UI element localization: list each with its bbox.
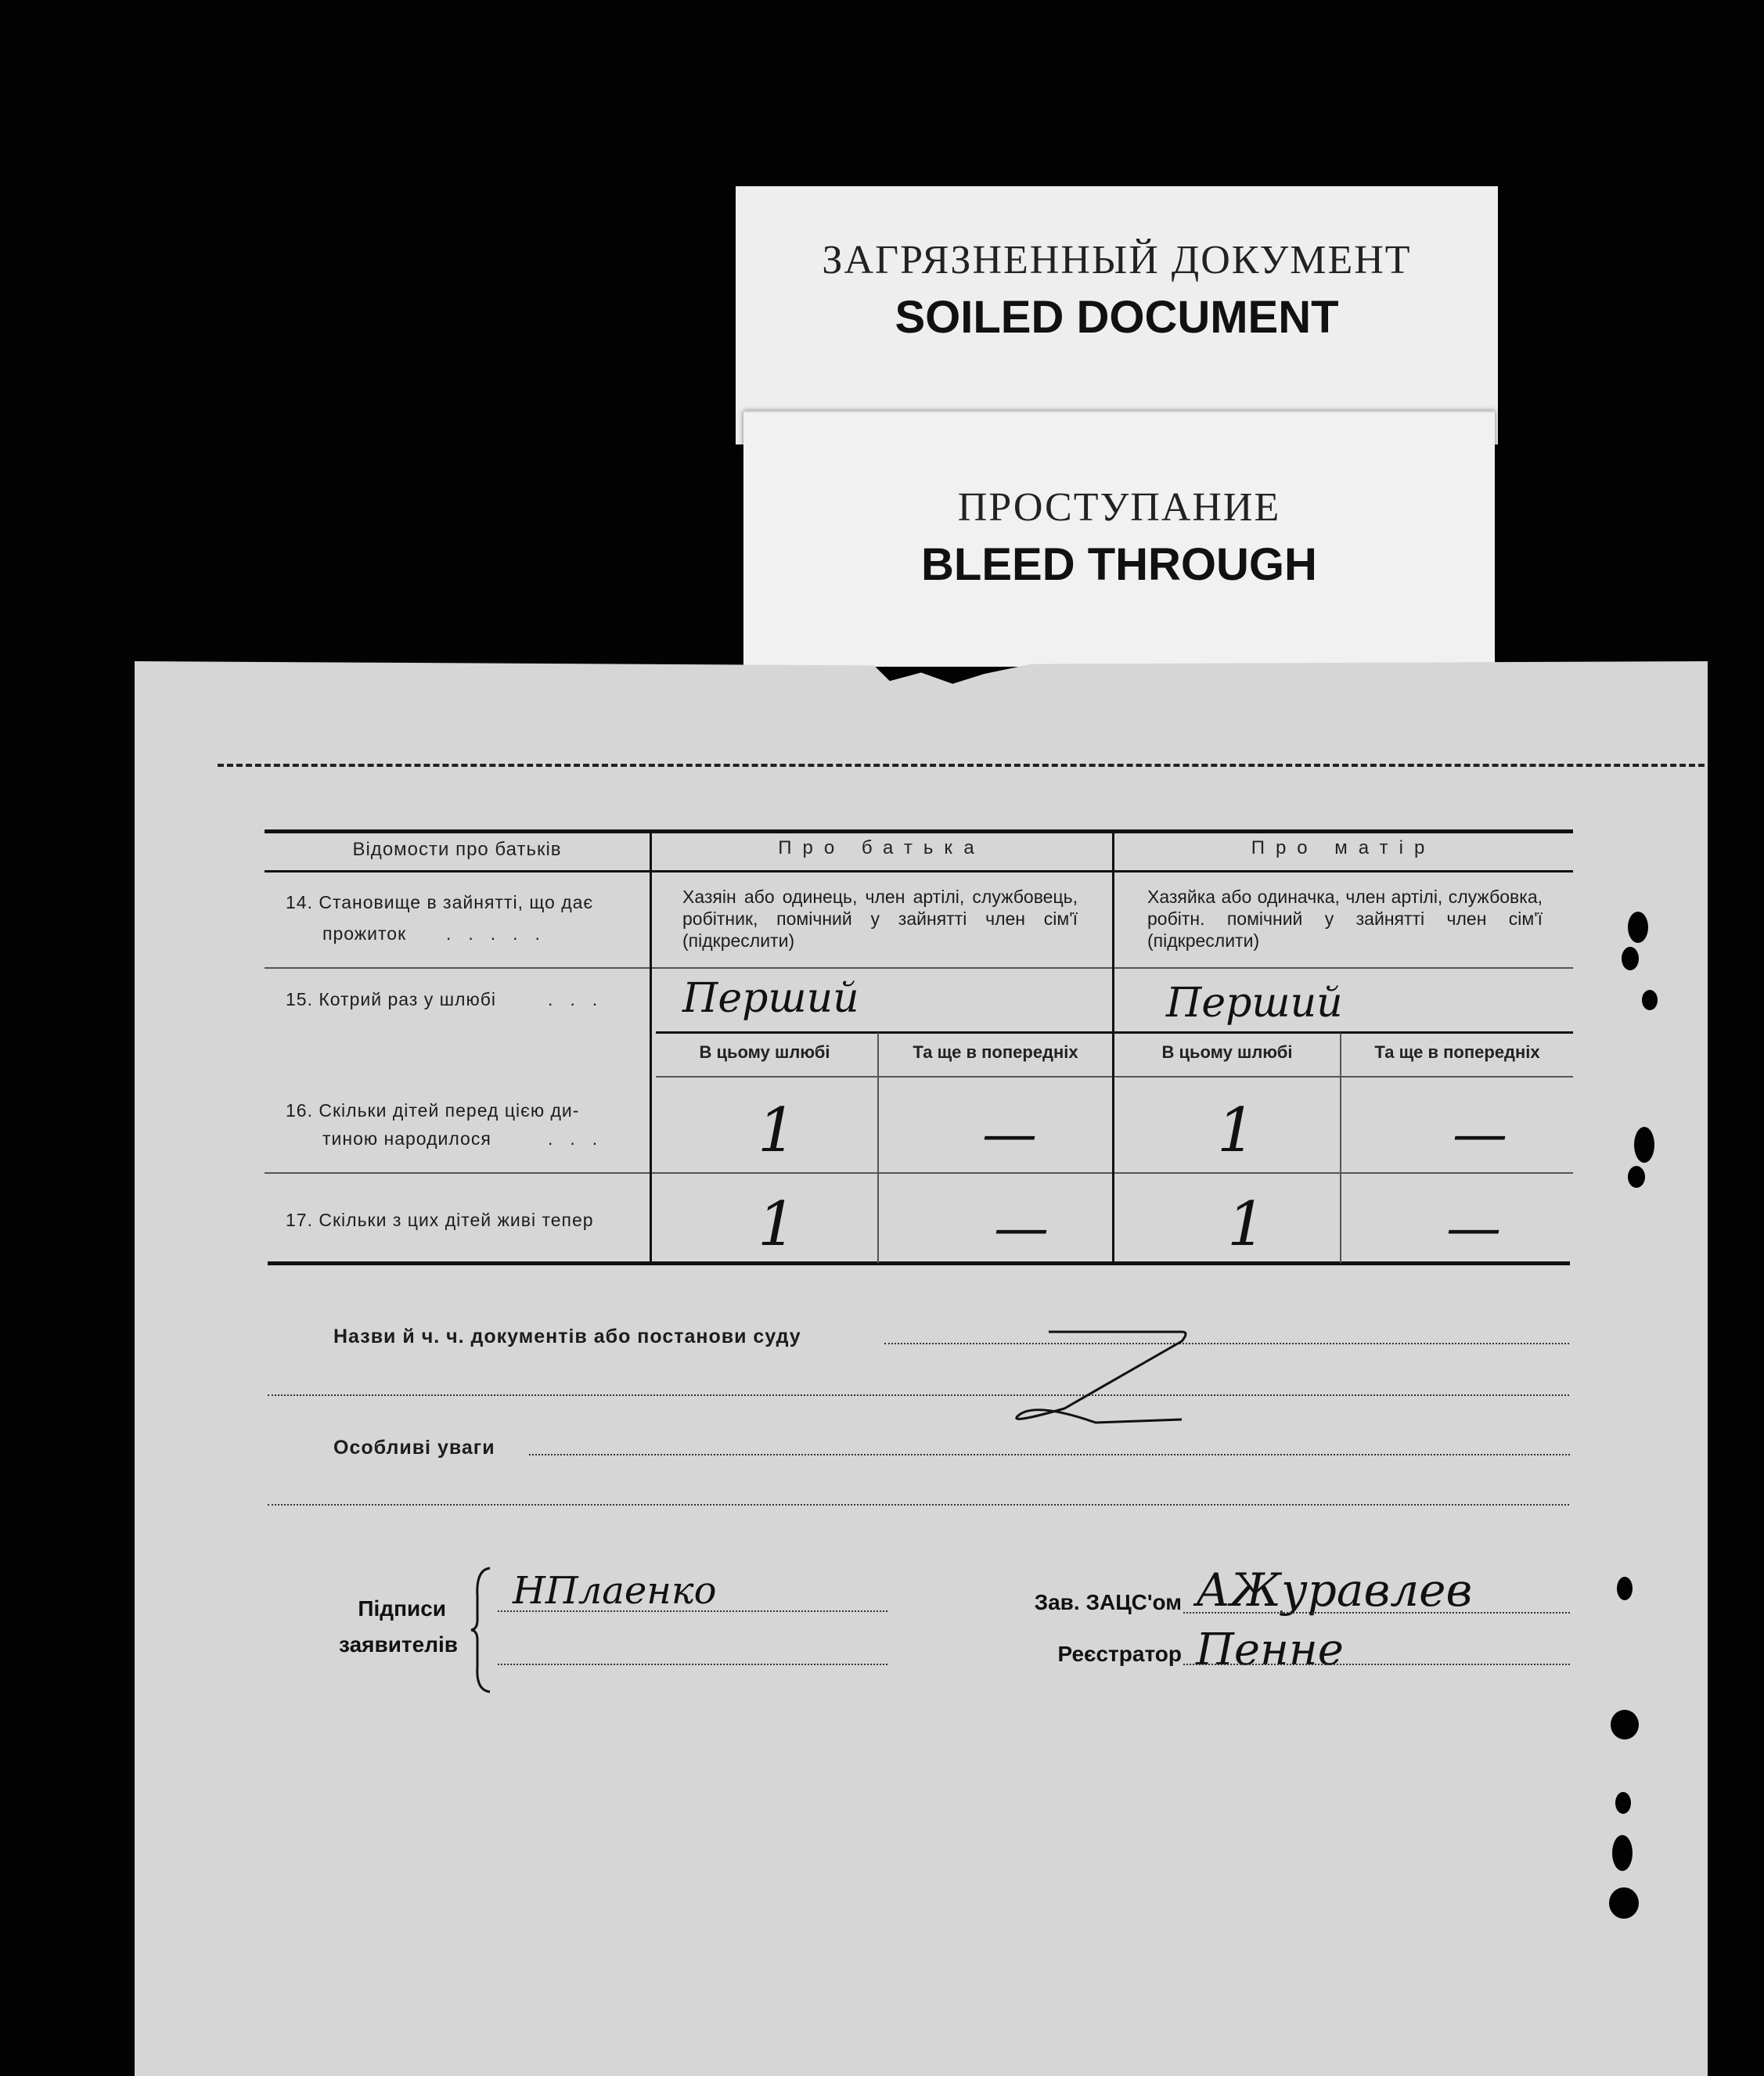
header-bottom-rule	[265, 870, 1573, 872]
mother-this-marriage-header: В цьому шлюбі	[1161, 1042, 1293, 1062]
registrar-signature-line[interactable]	[1183, 1664, 1570, 1665]
head-signature: АЖуравлев	[1196, 1563, 1473, 1617]
row15-mother-handwriting: Перший	[1166, 980, 1343, 1027]
punch-hole	[1622, 947, 1639, 970]
punch-hole	[1634, 1127, 1654, 1163]
documents-field-line1[interactable]	[884, 1343, 1569, 1344]
row14-label-line2: прожиток	[322, 923, 407, 944]
bleed-label-ru: ПРОСТУПАНИЕ	[957, 485, 1281, 530]
father-this-marriage-header: В цьому шлюбі	[699, 1042, 830, 1062]
head-signature-line[interactable]	[1183, 1612, 1570, 1614]
row17-father-this: 1	[758, 1189, 797, 1260]
soiled-label-en: SOILED DOCUMENT	[895, 292, 1339, 343]
row15-father-handwriting: Перший	[682, 975, 859, 1022]
row15-bottom-rule	[656, 1031, 1573, 1034]
applicant-signature-line2[interactable]	[498, 1664, 887, 1665]
row17-mother-prev: —	[1446, 1196, 1501, 1260]
row14-father-options: Хазяін або одинець, член артілі, службовець, робітник, помічний у зайнятті член сім'ї (підкреслити)	[682, 887, 1078, 951]
punch-hole	[1617, 1577, 1633, 1600]
documents-label: Назви й ч. ч. документів або постанови суду	[333, 1326, 801, 1347]
row14-label-dots: .....	[446, 923, 557, 944]
row16-label-dots: ...	[548, 1128, 615, 1149]
documents-field-line2[interactable]	[268, 1394, 1569, 1396]
row16-father-prev: —	[982, 1102, 1037, 1166]
soiled-label-ru: ЗАГРЯЗНЕННЫЙ ДОКУМЕНТ	[822, 238, 1412, 282]
row16-label-line1: 16. Скільки дітей перед цією ди-	[286, 1100, 580, 1121]
bleed-label-en: BLEED THROUGH	[921, 539, 1317, 590]
row16-mother-prev: —	[1453, 1102, 1507, 1166]
punch-hole	[1642, 990, 1658, 1010]
punch-hole	[1628, 1166, 1645, 1188]
col-divider-father-sub	[877, 1033, 879, 1263]
row14-label-line1: 14. Становище в зайнятті, що дає	[286, 892, 594, 912]
row16-father-this: 1	[758, 1096, 797, 1166]
bleed-through-label	[743, 411, 1495, 667]
applicants-brace	[470, 1565, 493, 1695]
row14-bottom-rule	[265, 967, 1573, 969]
subheader-bottom-rule	[656, 1076, 1573, 1078]
row14-mother-options: Хазяйка або одиначка, член артілі, службовка, робітн. помічний у зайнятті член сім'ї (підкреслити)	[1147, 887, 1543, 951]
row16-bottom-rule	[265, 1172, 1573, 1174]
applicant-signature-line1[interactable]	[498, 1610, 887, 1612]
document-sheet	[135, 661, 1708, 2076]
perforation-line	[218, 764, 1705, 767]
row17-label: 17. Скільки з цих дітей живі тепер	[286, 1210, 594, 1230]
applicant-signature: НПлаенко	[513, 1569, 717, 1613]
table-bottom-rule	[268, 1261, 1570, 1265]
table-top-rule	[265, 829, 1573, 833]
punch-hole	[1612, 1835, 1633, 1871]
row17-mother-this: 1	[1227, 1189, 1266, 1260]
punch-hole	[1615, 1792, 1631, 1814]
header-info: Відомости про батьків	[352, 839, 562, 860]
punch-hole	[1609, 1887, 1639, 1919]
punch-hole	[1628, 912, 1648, 943]
applicants-label-2: заявителів	[339, 1632, 458, 1657]
father-previous-header: Та ще в попередніх	[913, 1042, 1078, 1062]
notes-field-line1[interactable]	[529, 1454, 1570, 1455]
row16-label-line2: тиною народилося	[322, 1128, 491, 1149]
soiled-document-label	[736, 186, 1498, 444]
documents-dash-mark	[1002, 1322, 1190, 1432]
row15-label: 15. Котрий раз у шлюбі	[286, 989, 497, 1009]
row17-father-prev: —	[994, 1196, 1049, 1260]
punch-hole	[1611, 1710, 1639, 1740]
row16-mother-this: 1	[1217, 1096, 1256, 1166]
registrar-label: Реєстратор	[1057, 1642, 1182, 1666]
header-mother: Про матір	[1251, 837, 1436, 858]
mother-previous-header: Та ще в попередніх	[1374, 1042, 1540, 1062]
row15-label-dots: ...	[548, 989, 615, 1009]
applicants-label-1: Підписи	[358, 1596, 446, 1621]
head-label: Зав. ЗАЦС'ом	[1034, 1590, 1182, 1614]
notes-label: Особливі уваги	[333, 1437, 495, 1459]
col-divider-mother-sub	[1340, 1033, 1341, 1263]
notes-field-line2[interactable]	[268, 1504, 1569, 1506]
registrar-signature: Пенне	[1196, 1624, 1344, 1675]
header-father: Про батька	[778, 837, 985, 858]
